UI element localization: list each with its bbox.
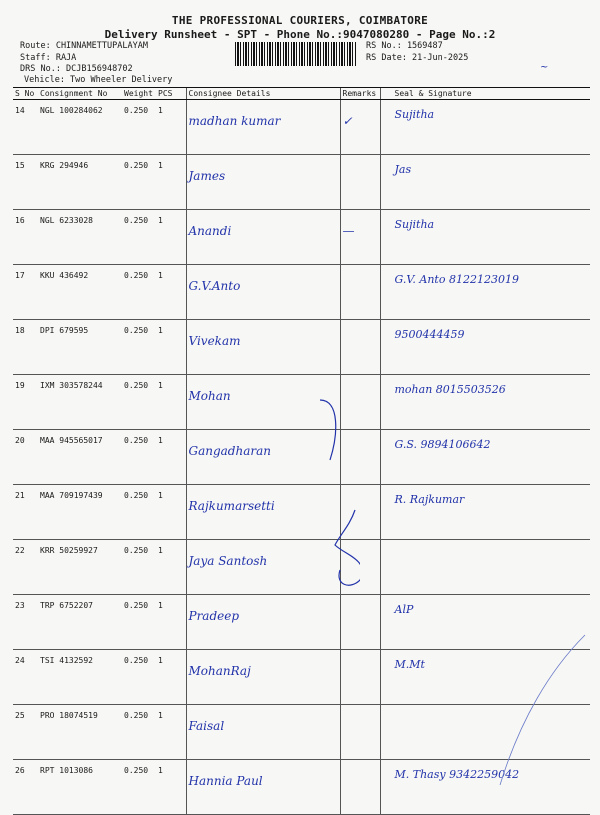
row-consignee: Vivekam xyxy=(186,320,340,375)
row-remarks: ✓ xyxy=(340,100,380,155)
row-consignee: Jaya Santosh xyxy=(186,540,340,595)
row-sno: 18 xyxy=(13,320,38,375)
row-sno: 17 xyxy=(13,265,38,320)
row-consignee: Faisal xyxy=(186,705,340,760)
row-pcs: 1 xyxy=(156,540,186,595)
table-header-row xyxy=(13,88,590,100)
runsheet-subtitle: Delivery Runsheet - SPT - Phone No.:9047080280 - Page No.:2 xyxy=(104,28,496,41)
table-row xyxy=(13,320,590,375)
row-signature: Jas xyxy=(380,155,590,210)
row-remarks xyxy=(340,265,380,320)
row-pcs: 1 xyxy=(156,595,186,650)
row-sno: 16 xyxy=(13,210,38,265)
row-consignment: KKU 436492 xyxy=(38,265,122,320)
table-row xyxy=(13,100,590,155)
row-weight: 0.250 xyxy=(122,650,156,705)
row-pcs: 1 xyxy=(156,430,186,485)
row-remarks: — xyxy=(340,210,380,265)
row-remarks xyxy=(340,705,380,760)
row-signature: G.V. Anto 8122123019 xyxy=(380,265,590,320)
row-pcs: 1 xyxy=(156,155,186,210)
row-consignee: Gangadharan xyxy=(186,430,340,485)
ink-bracket-scribble xyxy=(300,395,360,595)
row-signature: R. Rajkumar xyxy=(380,485,590,540)
row-signature: M. Thasy 9342259042 xyxy=(380,760,590,815)
row-remarks xyxy=(340,650,380,705)
row-weight: 0.250 xyxy=(122,375,156,430)
table-row xyxy=(13,265,590,320)
row-consignee: Pradeep xyxy=(186,595,340,650)
row-signature: AlP xyxy=(380,595,590,650)
row-signature: mohan 8015503526 xyxy=(380,375,590,430)
row-pcs: 1 xyxy=(156,650,186,705)
row-pcs: 1 xyxy=(156,760,186,815)
col-consignee: Consignee Details xyxy=(186,88,340,100)
row-consignee: James xyxy=(186,155,340,210)
row-pcs: 1 xyxy=(156,375,186,430)
row-sno: 20 xyxy=(13,430,38,485)
row-sno: 21 xyxy=(13,485,38,540)
row-consignee: Hannia Paul xyxy=(186,760,340,815)
row-weight: 0.250 xyxy=(122,320,156,375)
ink-margin-stroke xyxy=(490,630,590,790)
row-consignment: IXM 303578244 xyxy=(38,375,122,430)
row-remarks xyxy=(340,760,380,815)
row-weight: 0.250 xyxy=(122,705,156,760)
row-pcs: 1 xyxy=(156,265,186,320)
col-weight: Weight xyxy=(122,88,156,100)
row-consignment: DPI 679595 xyxy=(38,320,122,375)
row-consignment: NGL 100284062 xyxy=(38,100,122,155)
row-weight: 0.250 xyxy=(122,430,156,485)
row-sno: 26 xyxy=(13,760,38,815)
row-weight: 0.250 xyxy=(122,100,156,155)
row-remarks xyxy=(340,155,380,210)
row-consignee: Anandi xyxy=(186,210,340,265)
row-signature: M.Mt xyxy=(380,650,590,705)
row-remarks xyxy=(340,595,380,650)
row-weight: 0.250 xyxy=(122,210,156,265)
row-consignment: MAA 709197439 xyxy=(38,485,122,540)
row-sno: 22 xyxy=(13,540,38,595)
row-weight: 0.250 xyxy=(122,265,156,320)
col-pcs: PCS xyxy=(156,88,186,100)
row-consignee: MohanRaj xyxy=(186,650,340,705)
row-consignee: G.V.Anto xyxy=(186,265,340,320)
barcode-image xyxy=(235,42,357,66)
rs-date: RS Date: 21-Jun-2025 xyxy=(366,53,469,63)
row-pcs: 1 xyxy=(156,705,186,760)
row-consignment: MAA 945565017 xyxy=(38,430,122,485)
row-weight: 0.250 xyxy=(122,485,156,540)
row-consignee: madhan kumar xyxy=(186,100,340,155)
row-signature: Sujitha xyxy=(380,100,590,155)
row-sno: 15 xyxy=(13,155,38,210)
row-consignment: TSI 4132592 xyxy=(38,650,122,705)
row-sno: 24 xyxy=(13,650,38,705)
table-row xyxy=(13,155,590,210)
row-weight: 0.250 xyxy=(122,540,156,595)
row-weight: 0.250 xyxy=(122,595,156,650)
row-weight: 0.250 xyxy=(122,155,156,210)
company-title: THE PROFESSIONAL COURIERS, COIMBATORE xyxy=(171,14,429,27)
row-pcs: 1 xyxy=(156,485,186,540)
row-consignment: TRP 6752207 xyxy=(38,595,122,650)
vehicle-label: Vehicle: Two Wheeler Delivery xyxy=(24,75,173,85)
staff-label: Staff: RAJA xyxy=(20,53,77,63)
row-signature: G.S. 9894106642 xyxy=(380,430,590,485)
col-remarks: Remarks xyxy=(340,88,380,100)
drs-number: DRS No.: DCJB156948702 xyxy=(20,64,133,74)
row-signature: Sujitha xyxy=(380,210,590,265)
rs-number: RS No.: 1569487 xyxy=(366,41,443,51)
row-signature xyxy=(380,540,590,595)
corner-ink-mark: ~ xyxy=(540,62,549,73)
row-sno: 23 xyxy=(13,595,38,650)
col-consignment: Consignment No xyxy=(38,88,122,100)
row-remarks xyxy=(340,320,380,375)
row-consignee: Rajkumarsetti xyxy=(186,485,340,540)
row-sno: 19 xyxy=(13,375,38,430)
row-weight: 0.250 xyxy=(122,760,156,815)
col-signature: Seal & Signature xyxy=(380,88,590,100)
row-consignment: KRR 50259927 xyxy=(38,540,122,595)
table-row xyxy=(13,210,590,265)
row-consignment: RPT 1013086 xyxy=(38,760,122,815)
row-pcs: 1 xyxy=(156,210,186,265)
col-sno: S No xyxy=(13,88,38,100)
route-label: Route: CHINNAMETTUPALAYAM xyxy=(20,41,148,51)
row-signature: 9500444459 xyxy=(380,320,590,375)
row-consignment: NGL 6233028 xyxy=(38,210,122,265)
row-consignment: PRO 18074519 xyxy=(38,705,122,760)
row-consignment: KRG 294946 xyxy=(38,155,122,210)
row-pcs: 1 xyxy=(156,320,186,375)
row-sno: 14 xyxy=(13,100,38,155)
row-sno: 25 xyxy=(13,705,38,760)
row-pcs: 1 xyxy=(156,100,186,155)
row-consignee: Mohan xyxy=(186,375,340,430)
